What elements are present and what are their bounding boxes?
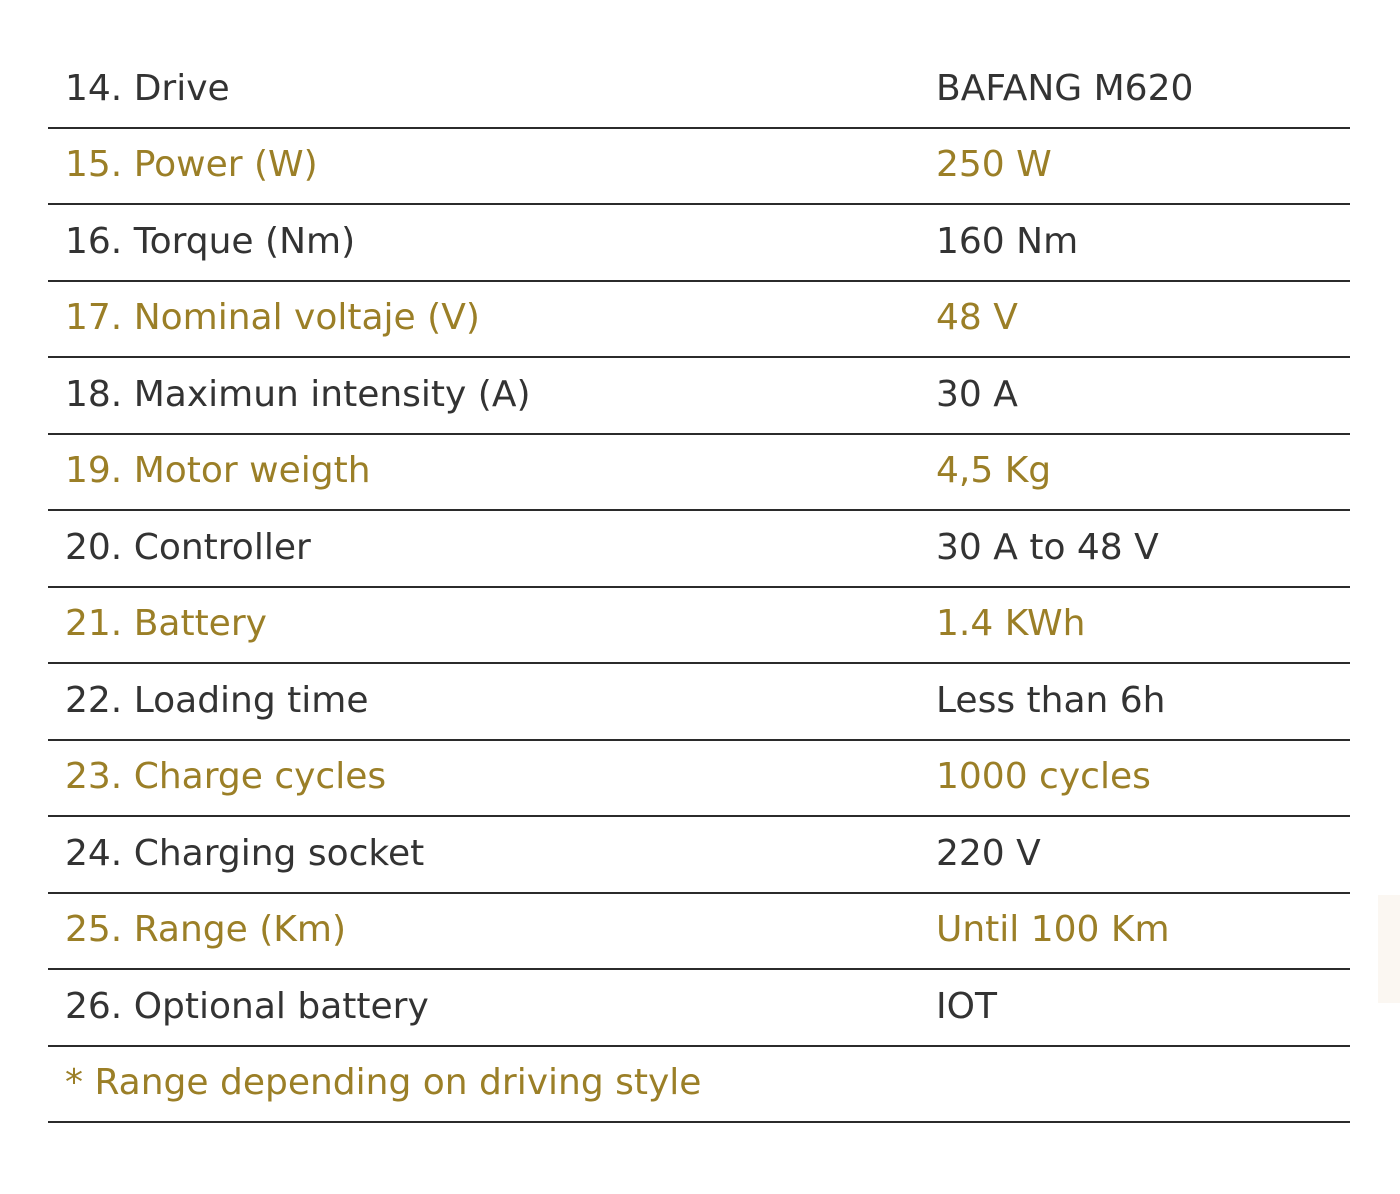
spec-value: Until 100 Km <box>936 909 1170 950</box>
spec-label: 15. Power (W) <box>65 144 318 185</box>
spec-label: 21. Battery <box>65 603 267 644</box>
spec-label: 14. Drive <box>65 67 230 109</box>
spec-label: 23. Charge cycles <box>65 756 387 797</box>
spec-value: 30 A to 48 V <box>936 526 1159 568</box>
spec-label: 17. Nominal voltaje (V) <box>65 297 480 338</box>
spec-value: 160 Nm <box>936 220 1079 262</box>
spec-label: 22. Loading time <box>65 679 369 721</box>
spec-label: 18. Maximun intensity (A) <box>65 373 531 415</box>
spec-label: 24. Charging socket <box>65 832 425 874</box>
footnote-text: * Range depending on driving style <box>65 1062 702 1103</box>
spec-row-drive <box>48 52 1350 129</box>
spec-label: 26. Optional battery <box>65 985 429 1027</box>
spec-row-controller <box>48 511 1350 588</box>
spec-value: 250 W <box>936 144 1052 185</box>
spec-table <box>48 52 1350 1123</box>
spec-row-charge-cycles <box>48 741 1350 818</box>
spec-label: 25. Range (Km) <box>65 909 347 950</box>
spec-label: 19. Motor weigth <box>65 450 371 491</box>
spec-row-nominal-voltage <box>48 282 1350 359</box>
spec-label: 20. Controller <box>65 526 311 568</box>
spec-value: 30 A <box>936 373 1018 415</box>
spec-value: BAFANG M620 <box>936 67 1194 109</box>
spec-row-power <box>48 129 1350 206</box>
spec-row-range <box>48 894 1350 971</box>
spec-row-battery <box>48 588 1350 665</box>
spec-value: Less than 6h <box>936 679 1166 721</box>
spec-value: IOT <box>936 985 997 1027</box>
spec-row-motor-weight <box>48 435 1350 512</box>
spec-row-optional-battery <box>48 970 1350 1047</box>
spec-value: 1.4 KWh <box>936 603 1086 644</box>
spec-value: 48 V <box>936 297 1018 338</box>
footnote-row <box>48 1047 1350 1124</box>
edge-shade <box>1378 895 1400 1003</box>
spec-value: 220 V <box>936 832 1041 874</box>
spec-row-max-intensity <box>48 358 1350 435</box>
spec-value: 4,5 Kg <box>936 450 1052 491</box>
spec-row-torque <box>48 205 1350 282</box>
spec-label: 16. Torque (Nm) <box>65 220 356 262</box>
spec-row-loading-time <box>48 664 1350 741</box>
spec-row-charging-socket <box>48 817 1350 894</box>
spec-value: 1000 cycles <box>936 756 1151 797</box>
